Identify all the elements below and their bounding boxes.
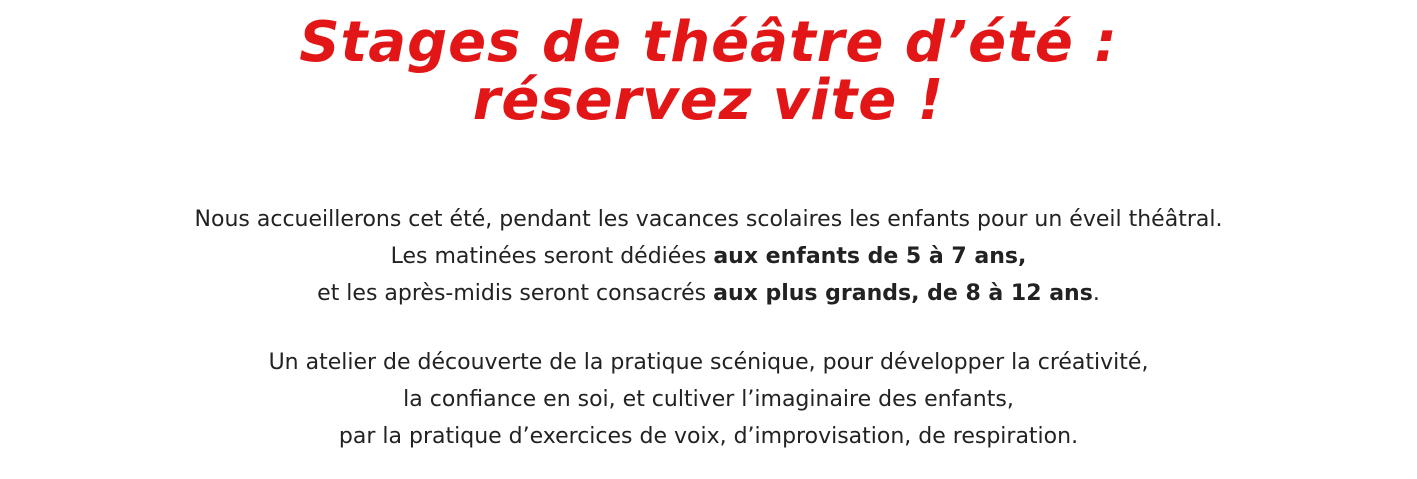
intro-line-2-text: Les matinées seront dédiées xyxy=(390,244,714,269)
intro-paragraph xyxy=(0,201,1417,312)
atelier-line-3: par la pratique d’exercices de voix, d’improvisation, de respiration. xyxy=(338,424,1079,449)
intro-line-1: Nous accueillerons cet été, pendant les vacances scolaires les enfants pour un éveil théâtral. xyxy=(194,207,1223,232)
atelier-paragraph xyxy=(0,344,1417,455)
intro-line-3 xyxy=(0,275,1417,312)
page-title xyxy=(0,10,1417,133)
intro-line-3-bold: aux plus grands, de 8 à 12 ans xyxy=(713,281,1093,306)
atelier-line-1: Un atelier de découverte de la pratique scénique, pour développer la créativité, xyxy=(268,350,1149,375)
atelier-line-2: la confiance en soi, et cultiver l’imaginaire des enfants, xyxy=(403,387,1014,412)
intro-line-3-text: et les après-midis seront consacrés xyxy=(317,281,714,306)
intro-line-2 xyxy=(0,238,1417,275)
intro-line-2-bold: aux enfants de 5 à 7 ans, xyxy=(713,244,1027,269)
title-line-2: réservez vite ! xyxy=(472,68,945,133)
title-line-1: Stages de théâtre d’été : xyxy=(299,10,1118,75)
intro-line-3-suffix: . xyxy=(1092,281,1100,306)
